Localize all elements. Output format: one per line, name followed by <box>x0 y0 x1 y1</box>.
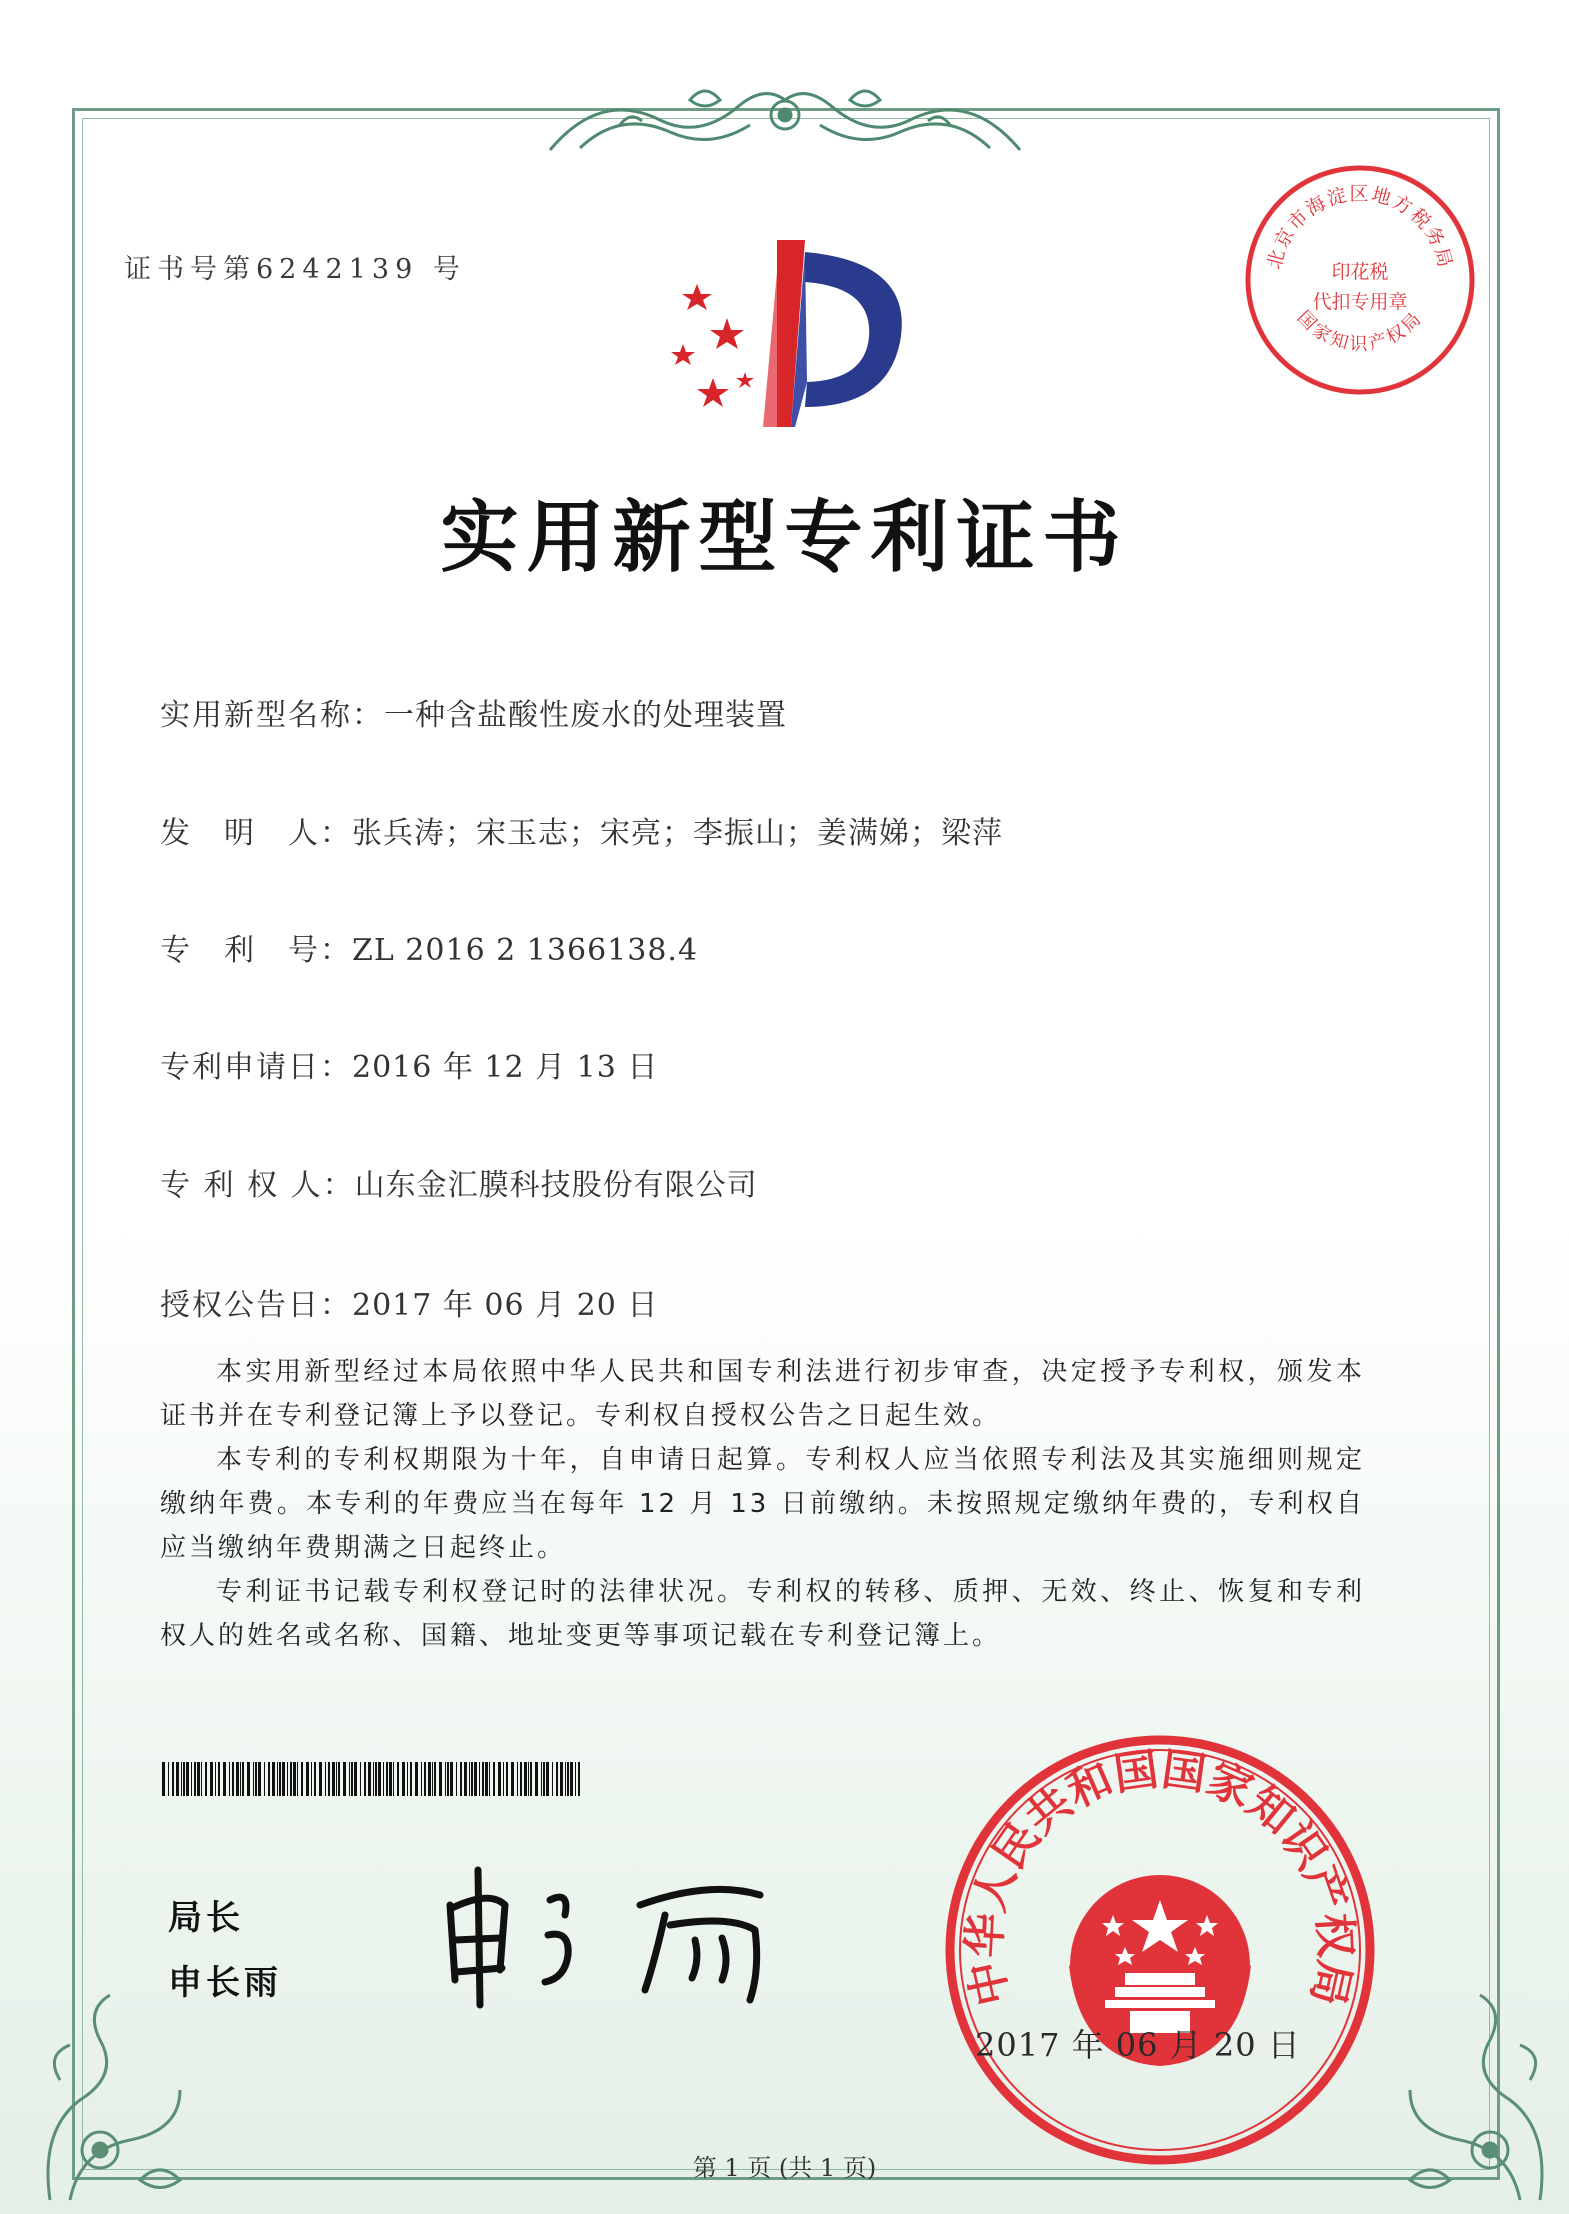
barcode-bar <box>460 1762 462 1796</box>
field-inventors <box>160 808 1003 852</box>
body-paragraph: 本实用新型经过本局依照中华人民共和国专利法进行初步审查，决定授予专利权，颁发本证书并在专利登记簿上予以登记。专利权自授权公告之日起生效。 <box>160 1357 1365 1431</box>
barcode-bar <box>556 1762 558 1796</box>
field-label: 授权公告日： <box>160 1288 352 1323</box>
barcode-bar <box>236 1762 239 1796</box>
certificate-number-value: 6242139 <box>256 254 419 285</box>
barcode-bar <box>162 1762 165 1796</box>
barcode-bar <box>336 1762 337 1796</box>
barcode-bar <box>482 1762 484 1796</box>
barcode-bar <box>229 1762 230 1796</box>
barcode-bar <box>535 1762 538 1796</box>
barcode-bar <box>258 1762 261 1796</box>
barcode-bar <box>301 1762 303 1796</box>
barcode-bar <box>570 1762 573 1796</box>
barcode-bar <box>469 1762 470 1796</box>
barcode-bar <box>373 1762 374 1796</box>
field-label: 发 明 人： <box>160 816 352 851</box>
field-value: 张兵涛；宋玉志；宋亮；李振山；姜满娣；梁萍 <box>352 816 1003 851</box>
barcode-bar <box>474 1762 477 1796</box>
certificate-number-label: 证书号第 <box>124 254 256 285</box>
certificate-title: 实用新型专利证书 <box>440 493 1129 583</box>
barcode-bar <box>197 1762 200 1796</box>
barcode-bar <box>255 1762 257 1796</box>
barcode-bar <box>186 1762 189 1796</box>
barcode-bar <box>181 1762 182 1796</box>
field-patentee <box>160 1160 758 1204</box>
barcode-icon <box>162 1762 582 1796</box>
barcode-bar <box>349 1762 350 1796</box>
barcode-bar <box>517 1762 518 1796</box>
barcode-bar <box>447 1762 449 1796</box>
barcode-bar <box>360 1762 361 1796</box>
barcode-bar <box>332 1762 335 1796</box>
barcode-bar <box>375 1762 377 1796</box>
barcode-bar <box>277 1762 278 1796</box>
barcode-bar <box>368 1762 371 1796</box>
barcode-bar <box>389 1762 392 1796</box>
barcode-bar <box>191 1762 192 1796</box>
tax-stamp <box>1240 160 1480 400</box>
barcode-bar <box>293 1762 296 1796</box>
barcode-bar <box>450 1762 453 1796</box>
barcode-bar <box>311 1762 312 1796</box>
barcode-bar <box>268 1762 270 1796</box>
body-paragraph: 专利证书记载专利权登记时的法律状况。专利权的转移、质押、无效、终止、恢复和专利权人的姓名或名称、国籍、地址变更等事项记载在专利登记簿上。 <box>160 1577 1365 1651</box>
barcode-bar <box>439 1762 442 1796</box>
barcode-bar <box>183 1762 185 1796</box>
director-signature-icon <box>430 1860 810 2010</box>
barcode-bar <box>498 1762 501 1796</box>
seal-ring-text: 中华人民共和国国家知识产权局 <box>959 1744 1361 2011</box>
barcode-bar <box>560 1762 563 1796</box>
barcode-bar <box>464 1762 467 1796</box>
seal-date: 2017 年 06 月 20 日 <box>975 2026 1301 2064</box>
barcode-bar <box>543 1762 545 1796</box>
barcode-bar <box>428 1762 431 1796</box>
barcode-bar <box>528 1762 529 1796</box>
barcode-bar <box>378 1762 381 1796</box>
barcode-bar <box>541 1762 542 1796</box>
official-seal <box>935 1725 1385 2175</box>
barcode-bar <box>194 1762 196 1796</box>
field-label: 实用新型名称： <box>160 698 384 733</box>
barcode-bar <box>215 1762 216 1796</box>
barcode-bar <box>485 1762 488 1796</box>
barcode-bar <box>210 1762 213 1796</box>
barcode-bar <box>506 1762 508 1796</box>
barcode-bar <box>415 1762 418 1796</box>
tax-stamp-ring-text: 北京市海淀区地方税务局 <box>1263 183 1457 272</box>
barcode-bar <box>232 1762 234 1796</box>
barcode-bar <box>493 1762 495 1796</box>
tax-stamp-line2: 代扣专用章 <box>1312 291 1408 313</box>
barcode-bar <box>354 1762 357 1796</box>
barcode-bar <box>434 1762 436 1796</box>
certificate-body-text <box>160 1350 1365 1658</box>
barcode-bar <box>578 1762 580 1796</box>
barcode-bar <box>343 1762 346 1796</box>
barcode-bar <box>386 1762 388 1796</box>
barcode-bar <box>205 1762 207 1796</box>
barcode-bar <box>407 1762 408 1796</box>
barcode-bar <box>319 1762 322 1796</box>
director-name: 申长雨 <box>168 1963 282 2003</box>
barcode-bar <box>432 1762 433 1796</box>
director-title: 局长 <box>168 1898 244 1938</box>
field-patent-number <box>160 925 698 969</box>
barcode-bar <box>530 1762 532 1796</box>
barcode-bar <box>511 1762 514 1796</box>
barcode-bar <box>489 1762 490 1796</box>
tax-stamp-line1: 印花税 <box>1331 261 1389 283</box>
barcode-bar <box>314 1762 316 1796</box>
barcode-bar <box>445 1762 446 1796</box>
barcode-bar <box>410 1762 412 1796</box>
barcode-bar <box>253 1762 254 1796</box>
barcode-bar <box>328 1762 330 1796</box>
barcode-bar <box>567 1762 569 1796</box>
certificate-number <box>124 247 466 286</box>
field-label: 专 利 权 人： <box>160 1168 355 1203</box>
barcode-bar <box>575 1762 576 1796</box>
field-value: 2017 年 06 月 20 日 <box>352 1288 659 1323</box>
barcode-bar <box>218 1762 220 1796</box>
barcode-bar <box>201 1762 202 1796</box>
barcode-bar <box>290 1762 292 1796</box>
field-value: ZL 2016 2 1366138.4 <box>352 933 699 968</box>
barcode-bar <box>242 1762 244 1796</box>
barcode-bar <box>503 1762 504 1796</box>
barcode-bar <box>168 1762 169 1796</box>
barcode-bar <box>524 1762 527 1796</box>
svg-text:北京市海淀区地方税务局 <box>1263 183 1456 271</box>
barcode-bar <box>272 1762 275 1796</box>
field-grant-date <box>160 1280 658 1324</box>
field-value: 一种含盐酸性废水的处理装置 <box>384 698 787 733</box>
barcode-bar <box>247 1762 250 1796</box>
barcode-bar <box>325 1762 326 1796</box>
barcode-bar <box>240 1762 241 1796</box>
field-utility-model-name <box>160 690 787 734</box>
barcode-bar <box>264 1762 265 1796</box>
page-indicator: 第 1 页 (共 1 页) <box>692 2154 877 2182</box>
field-value: 山东金汇膜科技股份有限公司 <box>354 1168 758 1203</box>
barcode-bar <box>402 1762 405 1796</box>
barcode-bar <box>306 1762 309 1796</box>
barcode-bar <box>479 1762 480 1796</box>
barcode-bar <box>565 1762 566 1796</box>
barcode-bar <box>471 1762 473 1796</box>
top-ornament-icon <box>540 70 1030 160</box>
barcode-bar <box>383 1762 384 1796</box>
barcode-bar <box>172 1762 174 1796</box>
barcode-bar <box>223 1762 226 1796</box>
svg-text:国家知识产权局 <box>1293 307 1428 355</box>
barcode-bar <box>338 1762 340 1796</box>
barcode-bar <box>424 1762 426 1796</box>
barcode-bar <box>397 1762 399 1796</box>
tax-stamp-bottom-text: 国家知识产权局 <box>1292 307 1428 355</box>
barcode-bar <box>282 1762 285 1796</box>
body-paragraph: 本专利的专利权期限为十年，自申请日起算。专利权人应当依照专利法及其实施细则规定缴纳年费。本专利的年费应当在每年 12 月 13 日前缴纳。未按照规定缴纳年费的，专利权自应当缴纳年费期满之日起终止。 <box>160 1445 1365 1563</box>
barcode-bar <box>364 1762 366 1796</box>
barcode-bar <box>393 1762 394 1796</box>
certificate-number-suffix: 号 <box>432 254 466 285</box>
barcode-bar <box>297 1762 298 1796</box>
barcode-bar <box>287 1762 288 1796</box>
barcode-bar <box>520 1762 522 1796</box>
patent-office-emblem-icon <box>655 232 915 432</box>
barcode-bar <box>421 1762 422 1796</box>
barcode-bar <box>456 1762 457 1796</box>
field-label: 专利申请日： <box>160 1050 352 1085</box>
barcode-bar <box>546 1762 549 1796</box>
barcode-bar <box>351 1762 353 1796</box>
field-label: 专 利 号： <box>160 933 352 968</box>
barcode-bar <box>552 1762 553 1796</box>
field-application-date <box>160 1042 658 1086</box>
barcode-bar <box>176 1762 179 1796</box>
barcode-bar <box>279 1762 281 1796</box>
field-value: 2016 年 12 月 13 日 <box>352 1050 659 1085</box>
